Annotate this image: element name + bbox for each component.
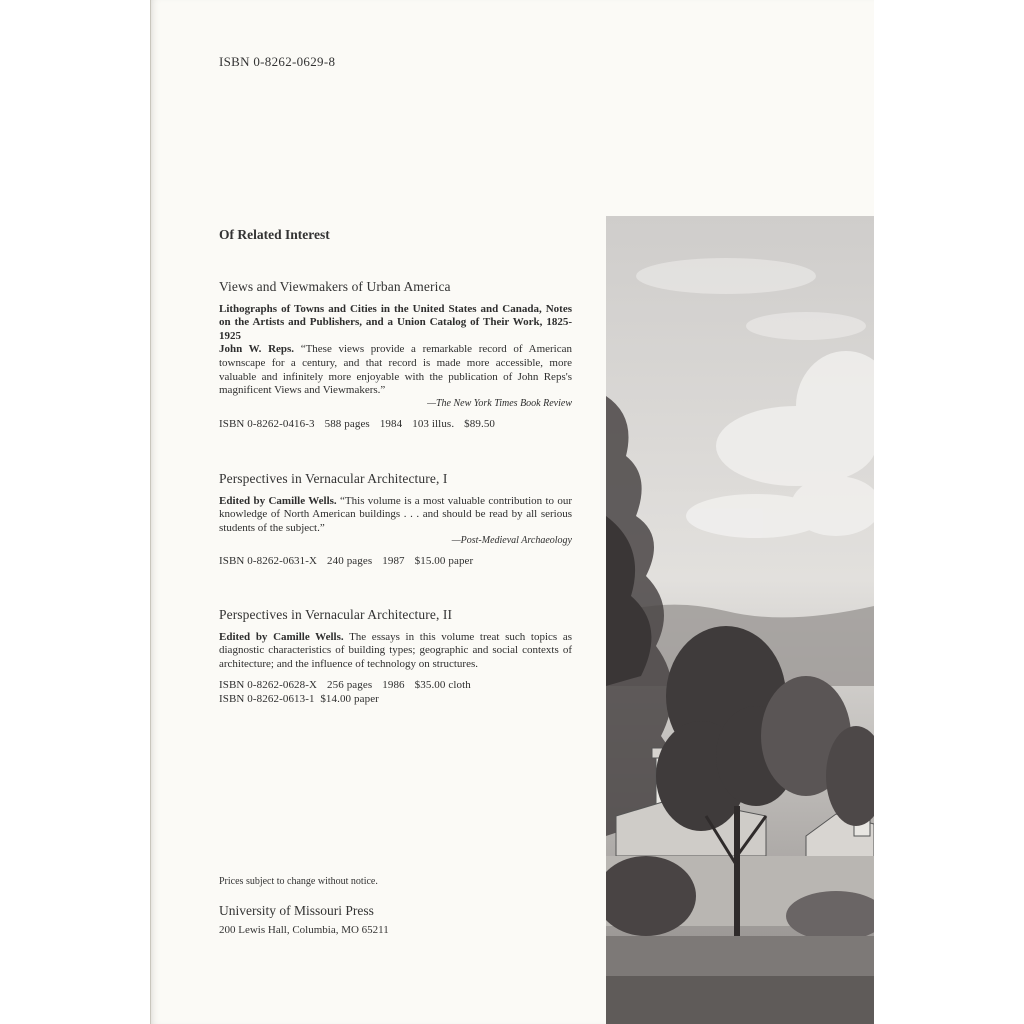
publisher-name: University of Missouri Press xyxy=(219,903,374,918)
book-title: Perspectives in Vernacular Architecture, II xyxy=(219,607,453,622)
book-author: Edited by Camille Wells. xyxy=(219,630,344,643)
book-blurb xyxy=(219,495,572,536)
book-price: $15.00 paper xyxy=(414,555,474,568)
book-year: 1984 xyxy=(379,417,403,430)
book-price: $35.00 cloth xyxy=(414,679,471,692)
book-price-paper: $14.00 paper xyxy=(320,692,379,705)
book-author: John W. Reps. xyxy=(219,343,295,356)
review-attribution: —The New York Times Book Review xyxy=(427,397,572,409)
section-heading: Of Related Interest xyxy=(219,227,330,242)
book-specs xyxy=(219,418,572,432)
book-price: $89.50 xyxy=(464,417,496,430)
book-isbn-paper: ISBN 0-8262-0613-1 xyxy=(219,692,315,705)
book-description: “These views provide a remarkable record of American townscape for a century, and that record is made more accessible, more valuable and infinitely more enjoyable with the publication of John Reps's magnificent Views and Viewmakers.” xyxy=(219,343,572,397)
book-pages: 256 pages xyxy=(327,679,373,692)
price-notice: Prices subject to change without notice. xyxy=(219,876,378,887)
book-entry xyxy=(219,608,572,707)
foreground-shadow xyxy=(606,976,874,1024)
book-isbn: ISBN 0-8262-0416-3 xyxy=(219,417,315,430)
book-specs-paper xyxy=(219,693,572,707)
book-entry xyxy=(219,472,572,569)
book-description: “This volume is a most valuable contribution to our knowledge of North American buildings . . . and should be read by all serious students of the subject.” xyxy=(219,494,573,534)
landscape-engraving xyxy=(606,216,874,1024)
book-author: Edited by Camille Wells. xyxy=(219,494,337,507)
book-isbn: ISBN 0-8262-0628-X xyxy=(219,679,318,692)
book-isbn: ISBN 0-8262-0631-X xyxy=(219,555,318,568)
book-title: Views and Viewmakers of Urban America xyxy=(219,279,451,294)
book-pages: 240 pages xyxy=(327,555,373,568)
book-blurb xyxy=(219,631,572,672)
book-specs xyxy=(219,679,572,693)
cover-isbn: ISBN 0-8262-0629-8 xyxy=(219,54,336,69)
landscape-illustration xyxy=(606,216,874,1024)
book-entry xyxy=(219,280,572,431)
book-blurb xyxy=(219,343,572,397)
book-year: 1986 xyxy=(382,679,405,692)
book-subtitle: Lithographs of Towns and Cities in the United States and Canada, Notes on the Artists and Publishers, and a Union Catalog of Their Work, 1825-1925 xyxy=(219,302,572,342)
book-illustrations: 103 illus. xyxy=(412,417,455,430)
book-specs xyxy=(219,555,572,569)
review-attribution: —Post-Medieval Archaeology xyxy=(451,535,572,547)
page-margin xyxy=(874,0,1024,1024)
book-title: Perspectives in Vernacular Architecture, I xyxy=(219,471,448,486)
book-year: 1987 xyxy=(382,555,405,568)
book-pages: 588 pages xyxy=(324,417,370,430)
publisher-address: 200 Lewis Hall, Columbia, MO 65211 xyxy=(219,924,389,936)
book-description: The essays in this volume treat such topics as diagnostic characteristics of building types; geographic and social contexts of architecture; and the influence of technology on structures. xyxy=(219,630,573,670)
